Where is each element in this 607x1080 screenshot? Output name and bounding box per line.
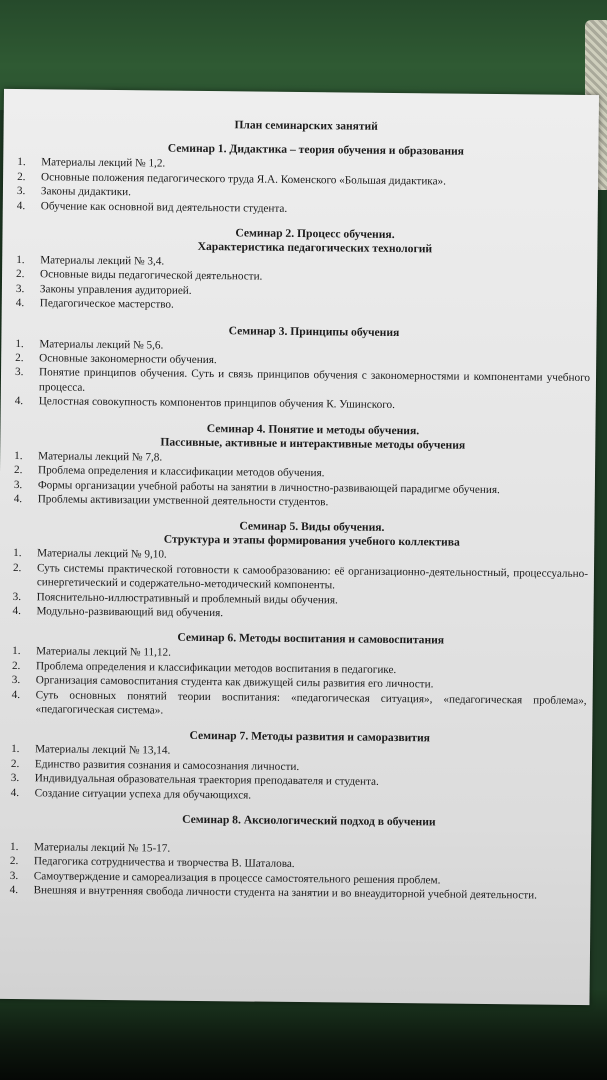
seminar-section: [13, 140, 599, 219]
item-number: 3.: [14, 366, 24, 379]
item-text: Индивидуальная образовательная траектория преподавателя и студента.: [34, 772, 379, 789]
topic-list: [12, 253, 598, 317]
item-number: 4.: [12, 604, 22, 618]
seminar-section: [6, 811, 592, 904]
item-number: 1.: [13, 547, 22, 560]
item-text: Основные положения педагогического труда Я.А. Коменского «Большая дидактика».: [41, 171, 447, 188]
item-text: Создание ситуации успеха для обучающихся.: [34, 786, 252, 802]
item-number: 4.: [16, 199, 26, 212]
item-number: 3.: [15, 282, 25, 295]
item-number: 3.: [13, 478, 23, 491]
item-text: Педагогика сотрудничества и творчества В. Шаталова.: [33, 855, 295, 871]
item-text: Самоутверждение и самореализация в процессе самостоятельного решения проблем.: [33, 870, 441, 887]
item-number: 4.: [10, 786, 20, 799]
item-number: 4.: [13, 492, 23, 506]
seminar-section: [7, 727, 593, 806]
item-text: Пояснительно-иллюстративный и проблемный виды обучения.: [36, 590, 338, 606]
item-number: 3.: [9, 869, 19, 882]
item-text: Материалы лекций № 1,2.: [41, 156, 166, 170]
topic-list: [13, 155, 599, 219]
list-item: [7, 688, 592, 723]
item-text: Законы управления аудиторией.: [39, 283, 192, 297]
item-text: Формы организации учебной работы на занятии в личностно-развивающей парадигме обучения.: [37, 478, 500, 496]
document-content: [6, 89, 599, 904]
item-text: Основные виды педагогической деятельности.: [40, 268, 263, 284]
item-text: Материалы лекций № 5,6.: [39, 337, 164, 352]
item-text: Суть основных понятий теории воспитания: «педагогическая ситуация», «педагогическая проблема», «педагогическая система».: [35, 688, 587, 717]
item-text: Материалы лекций № 7,8.: [38, 449, 163, 464]
item-text: Организация самовоспитания студента как движущей силы развития его личности.: [35, 674, 434, 691]
item-text: Материалы лекций № 11,12.: [36, 645, 171, 660]
topic-list: [7, 644, 593, 722]
item-number: 3.: [12, 590, 22, 603]
item-text: Материалы лекций № 15-17.: [34, 841, 171, 855]
seminar-heading: Семинар 4. Понятие и методы обучения.: [206, 421, 420, 437]
item-number: 2.: [12, 561, 22, 574]
seminar-section: [8, 517, 594, 624]
topic-list: [6, 840, 592, 904]
seminar-heading: Семинар 1. Дидактика – теория обучения и образования: [167, 142, 465, 159]
item-number: 1.: [12, 645, 21, 658]
item-number: 1.: [15, 337, 24, 350]
item-number: 2.: [16, 268, 25, 281]
seminar-heading: Семинар 7. Методы развития и саморазвития: [189, 729, 431, 745]
seminar-heading: Семинар 3. Принципы обучения: [228, 323, 400, 339]
seminar-subheading: Пассивные, активные и интерактивные методы обучения: [160, 435, 466, 452]
seminar-section: [11, 322, 597, 415]
item-number: 4.: [15, 297, 25, 310]
item-text: Целостная совокупность компонентов принципов обучения К. Ушинского.: [38, 395, 395, 412]
item-number: 1.: [14, 449, 23, 462]
seminar-heading: Семинар 8. Аксиологический подход в обучении: [182, 812, 436, 829]
item-text: Материалы лекций № 13,14.: [35, 743, 171, 758]
item-text: Законы дидактики.: [40, 185, 132, 199]
item-text: Материалы лекций № 3,4.: [40, 254, 165, 268]
item-number: 2.: [15, 352, 24, 365]
item-number: 2.: [13, 464, 23, 477]
item-text: Понятие принципов обучения. Суть и связь принципов обучения с закономерностями и компонентами учебного процесса.: [38, 366, 591, 394]
item-text: Суть системы практической готовности к самообразованию: её организационно-деятельностный, процессуально-синергетический и содержательно-методический компоненты.: [36, 561, 589, 592]
topic-list: [7, 742, 593, 806]
item-text: Педагогическое мастерство.: [39, 297, 174, 311]
item-number: 1.: [11, 743, 20, 756]
item-number: 4.: [11, 688, 21, 701]
item-number: 2.: [9, 855, 19, 868]
item-text: Модульно-развивающий вид обучения.: [36, 605, 224, 620]
seminar-section: [7, 629, 593, 722]
item-number: 1.: [17, 156, 26, 169]
topic-list: [11, 337, 597, 415]
seminar-subheading: Структура и этапы формирования учебного коллектива: [163, 532, 460, 549]
item-number: 2.: [11, 659, 21, 672]
paper-sheet: [0, 89, 599, 1005]
seminar-heading: Семинар 5. Виды обучения.: [239, 519, 385, 535]
item-text: Обучение как основной вид деятельности студента.: [40, 199, 288, 215]
item-number: 3.: [11, 674, 21, 687]
item-number: 2.: [17, 170, 26, 183]
item-text: Проблема определения и классификации методов воспитания в педагогике.: [35, 660, 397, 676]
seminar-list: [6, 140, 599, 903]
item-number: 4.: [9, 884, 19, 897]
item-text: Основные закономерности обучения.: [39, 352, 217, 367]
item-number: 4.: [14, 395, 24, 408]
item-text: Единство развития сознания и самосознания личности.: [34, 758, 300, 773]
item-number: 3.: [16, 185, 26, 198]
item-text: Проблема определения и классификации методов обучения.: [37, 464, 325, 480]
item-number: 1.: [16, 254, 25, 267]
seminar-heading: Семинар 2. Процесс обучения.: [235, 226, 395, 242]
seminar-section: [12, 224, 598, 317]
item-number: 2.: [10, 757, 20, 770]
seminar-section: [10, 420, 596, 513]
document-title: План семинарских занятий: [234, 119, 378, 133]
item-text: Материалы лекций № 9,10.: [37, 547, 167, 561]
topic-list: [10, 449, 596, 513]
item-text: Внешняя и внутренняя свобода личности студента на занятии и во внеаудиторной учебной деятельности.: [33, 884, 537, 902]
topic-list: [8, 546, 594, 624]
seminar-heading: Семинар 6. Методы воспитания и самовоспитания: [177, 631, 445, 647]
item-number: 3.: [10, 772, 20, 785]
seminar-subheading: Характеристика педагогических технологий: [197, 239, 433, 256]
item-number: 1.: [10, 840, 19, 854]
item-text: Проблемы активизации умственной деятельности студентов.: [37, 493, 329, 509]
